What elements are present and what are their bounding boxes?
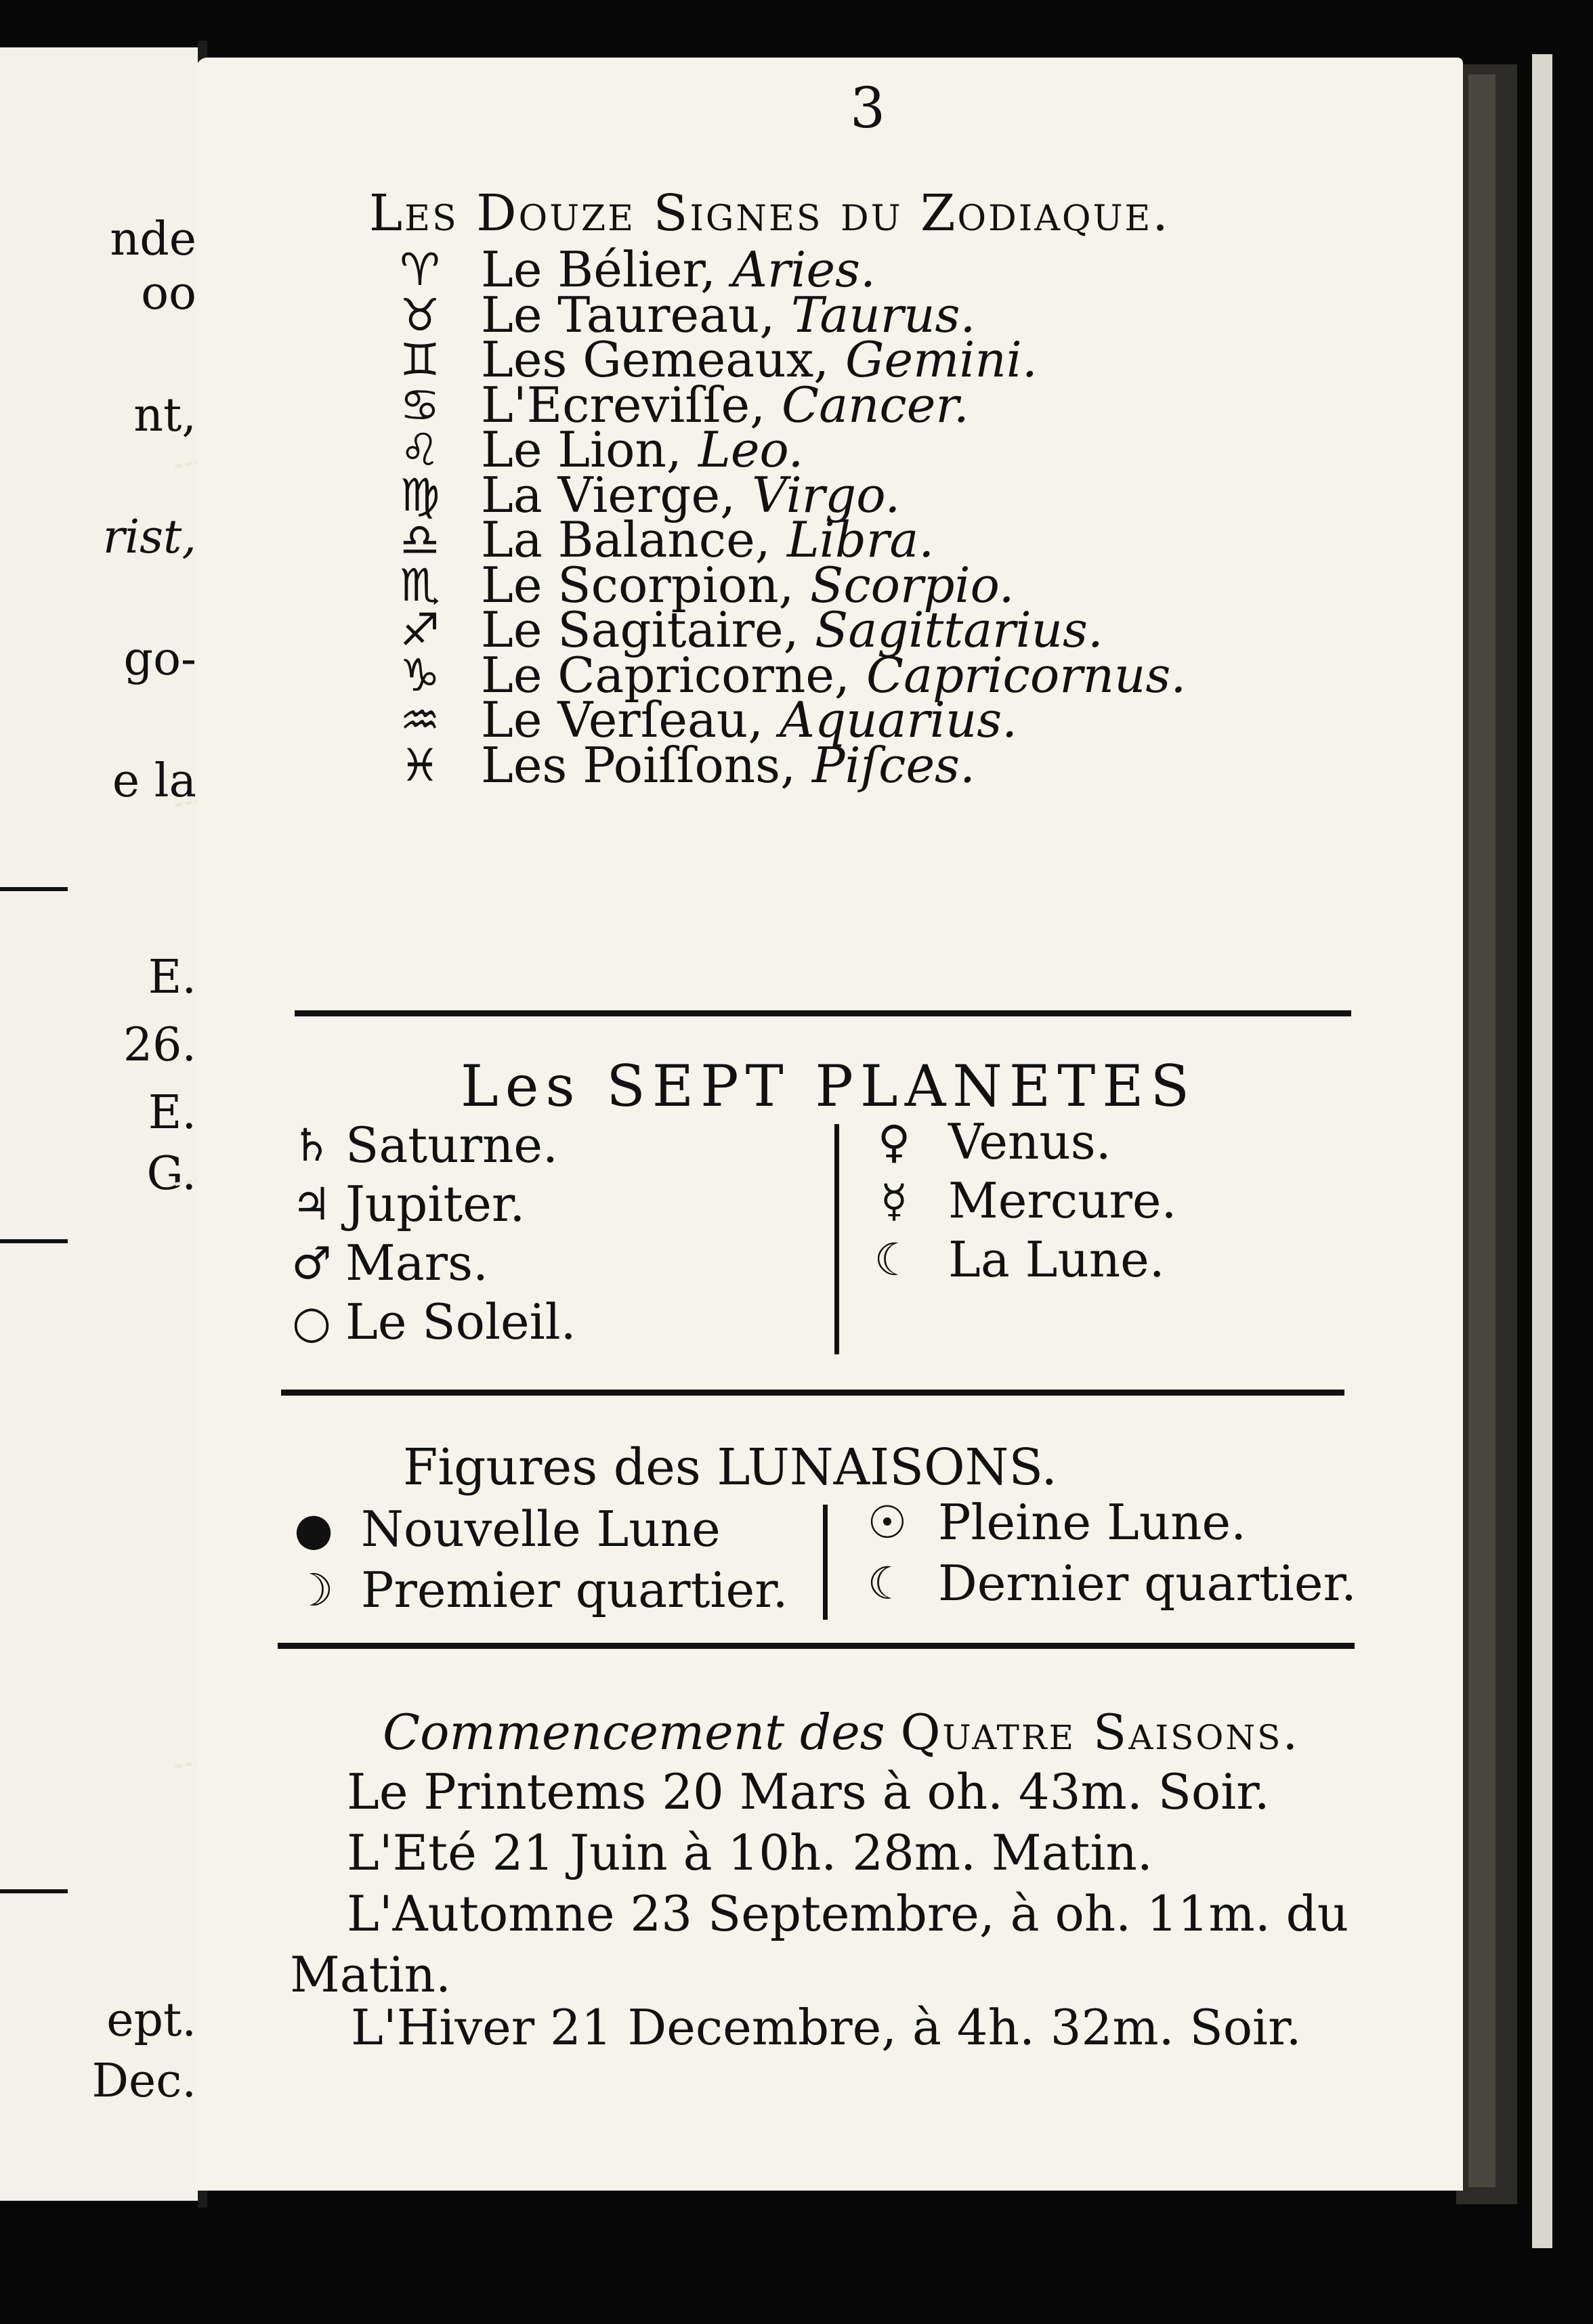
last-quarter-icon: ☾	[867, 1557, 908, 1610]
left-fragment: oo	[141, 267, 196, 320]
sun-icon: ○	[292, 1296, 331, 1348]
row-name: Le Verſeau,	[481, 691, 764, 748]
page-edge-inner	[1468, 74, 1495, 2187]
left-page-fragment	[0, 47, 207, 2201]
zodiac-divider	[295, 1010, 1351, 1016]
left-fragment: Dec.	[91, 2054, 196, 2108]
row-name: Le Soleil.	[345, 1293, 576, 1350]
left-fragment: nt,	[133, 389, 196, 442]
taurus-icon: ♉	[400, 288, 440, 341]
row-name: Jupiter.	[345, 1176, 526, 1232]
row-latin: Leo.	[698, 421, 804, 478]
planets-divider	[281, 1390, 1344, 1396]
moon-icon: ☾	[874, 1234, 914, 1286]
seasons-heading-caps: Quatre Saisons.	[900, 1704, 1300, 1761]
left-fragment: e la	[112, 754, 196, 808]
season-line: Matin.	[290, 1946, 451, 2003]
lunations-heading: Figures des LUNAISONS.	[403, 1438, 1057, 1497]
season-line: Le Printems 20 Mars à oh. 43m. Soir.	[347, 1763, 1270, 1820]
row-name: Le Sagitaire,	[481, 601, 799, 658]
row-name: Le Capricorne,	[481, 646, 850, 704]
left-fragment: G.	[146, 1147, 196, 1201]
venus-icon: ♀	[877, 1116, 911, 1168]
row-name: Les Gemeaux,	[481, 331, 830, 388]
row-latin: Cancer.	[782, 376, 969, 433]
row-latin: Virgo.	[752, 466, 901, 523]
row-latin: Aries.	[732, 241, 876, 298]
left-fragment: nde	[110, 213, 196, 266]
row-latin: Aquarius.	[780, 691, 1018, 748]
pisces-icon: ♓	[400, 739, 440, 792]
saturn-icon: ♄	[291, 1119, 332, 1171]
row-latin: Gemini.	[845, 331, 1038, 388]
left-divider	[0, 1239, 68, 1243]
row-name: L'Ecreviſſe,	[481, 376, 766, 433]
leo-icon: ♌	[400, 424, 440, 476]
seasons-heading	[383, 1704, 1300, 1761]
libra-icon: ♎	[400, 514, 440, 566]
row-name: La Balance,	[481, 511, 771, 568]
left-fragment: E.	[148, 951, 196, 1004]
cancer-icon: ♋	[400, 379, 440, 431]
row-name: Le Bélier,	[481, 241, 716, 298]
row-latin: Libra.	[787, 511, 935, 568]
left-fragment: go-	[123, 632, 196, 686]
cover-edge	[1532, 54, 1552, 2248]
page-number: 3	[850, 77, 886, 141]
row-latin: Scorpio.	[810, 556, 1015, 614]
planets-heading: Les SEPT PLANETES	[461, 1053, 1197, 1119]
aries-icon: ♈	[400, 244, 440, 296]
left-fragment: 26.	[123, 1018, 196, 1072]
jupiter-icon: ♃	[291, 1178, 332, 1230]
virgo-icon: ♍	[400, 469, 440, 521]
row-name: Premier quartier.	[361, 1562, 788, 1618]
row-name: Pleine Lune.	[938, 1494, 1247, 1551]
mercury-icon: ☿	[880, 1175, 908, 1227]
season-line: L'Eté 21 Juin à 10h. 28m. Matin.	[347, 1824, 1153, 1881]
row-name: La Lune.	[948, 1231, 1165, 1288]
aquarius-icon: ♒	[400, 694, 440, 746]
row-name: Saturne.	[345, 1117, 558, 1174]
first-quarter-icon: ☽	[293, 1564, 334, 1616]
capricorn-icon: ♑	[400, 649, 440, 702]
left-fragment: rist,	[102, 511, 196, 564]
planets-column-divider	[834, 1124, 839, 1354]
left-fragment: E.	[148, 1086, 196, 1140]
left-divider	[0, 1889, 68, 1893]
row-latin: Taurus.	[791, 286, 976, 343]
row-latin: Sagittarius.	[815, 601, 1103, 658]
left-fragment: ept.	[106, 1994, 196, 2047]
row-name: Le Scorpion,	[481, 556, 794, 614]
zodiac-heading: Les Douze Signes du Zodiaque.	[369, 184, 1170, 242]
left-divider	[0, 887, 68, 891]
new-moon-icon: ●	[294, 1503, 333, 1555]
row-name: Mars.	[345, 1234, 488, 1291]
row-name: Les Poiſſons,	[481, 736, 796, 794]
lunations-divider	[278, 1643, 1355, 1649]
row-name: Le Taureau,	[481, 286, 776, 343]
mars-icon: ♂	[291, 1237, 332, 1289]
row-name: Le Lion,	[481, 421, 682, 478]
gemini-icon: ♊	[400, 334, 440, 386]
full-moon-icon: ☉	[867, 1497, 908, 1549]
sagittarius-icon: ♐	[400, 604, 440, 656]
row-latin: Capricornus.	[866, 646, 1187, 704]
row-name: Dernier quartier.	[938, 1555, 1357, 1612]
seasons-heading-italic: Commencement des	[383, 1704, 885, 1761]
season-line: L'Hiver 21 Decembre, à 4h. 32m. Soir.	[351, 1999, 1302, 2056]
scorpio-icon: ♏	[400, 559, 440, 611]
row-name: Venus.	[948, 1113, 1111, 1170]
row-name: La Vierge,	[481, 466, 736, 523]
row-latin: Piſces.	[812, 736, 975, 794]
lunations-column-divider	[823, 1505, 828, 1620]
row-name: Mercure.	[948, 1172, 1177, 1229]
row-name: Nouvelle Lune	[361, 1501, 721, 1557]
season-line: L'Automne 23 Septembre, à oh. 11m. du	[347, 1885, 1349, 1942]
